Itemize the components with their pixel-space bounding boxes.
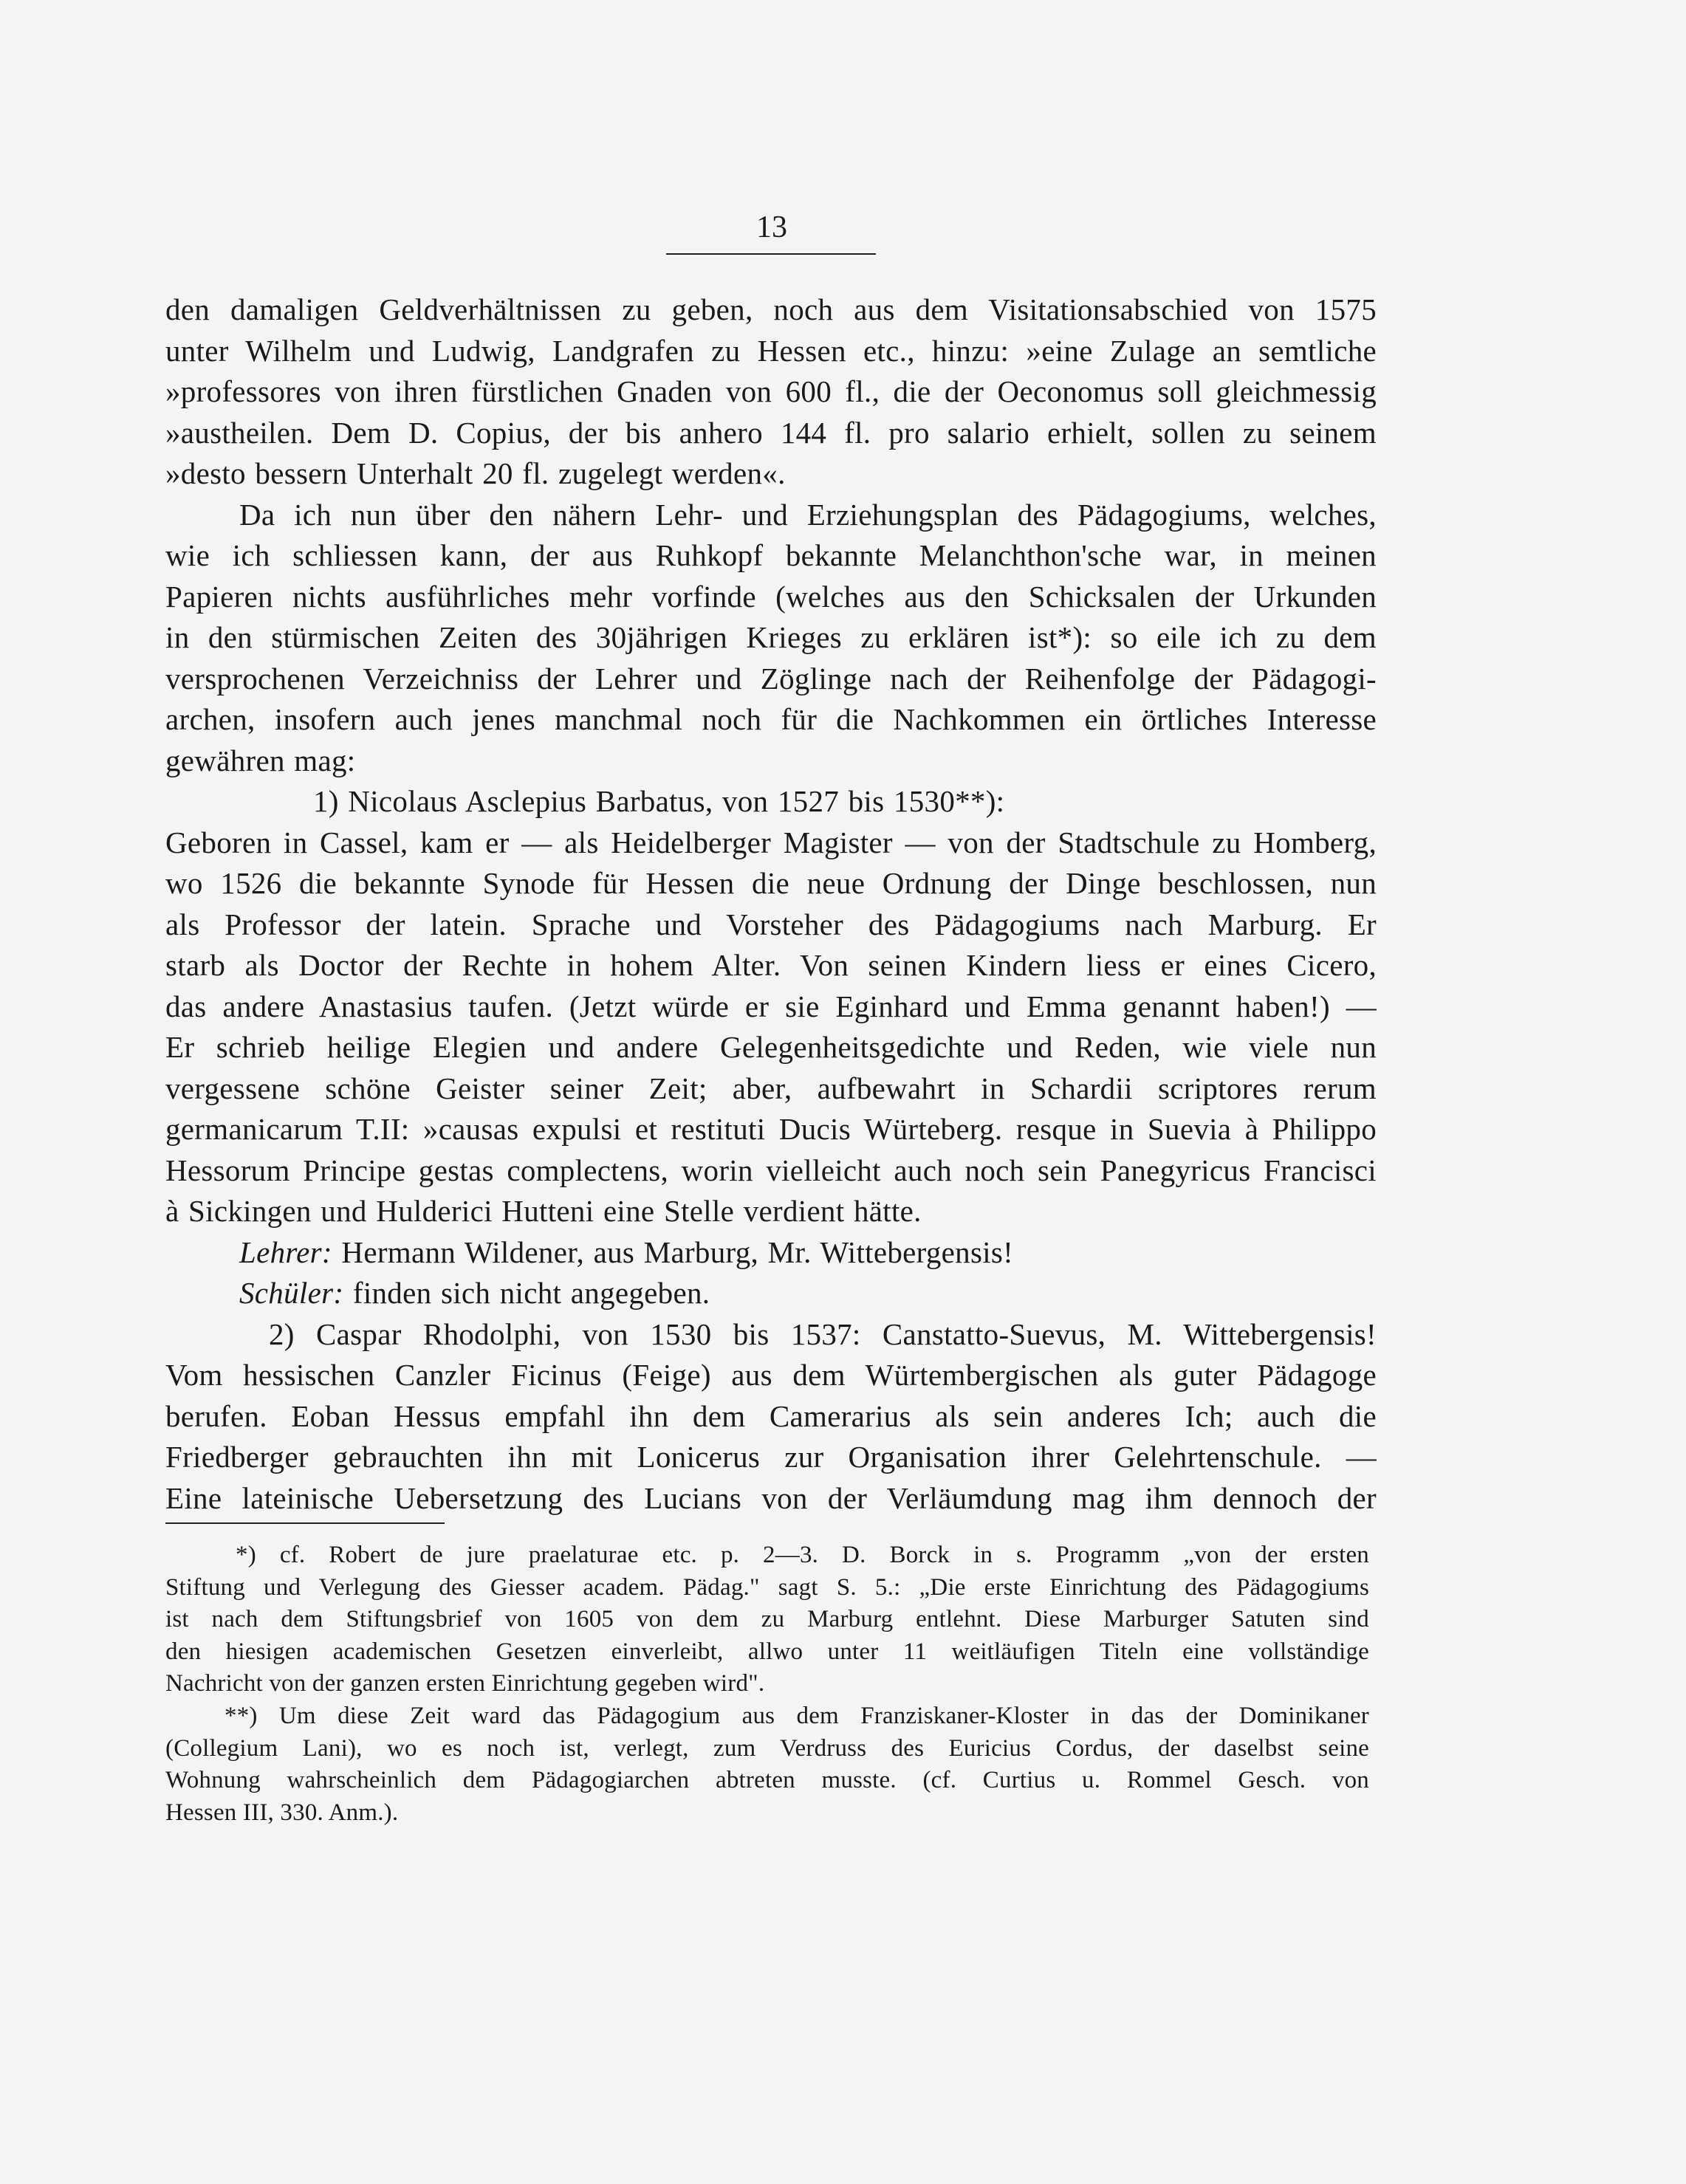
page-number: 13 [756, 210, 787, 244]
footnote-line: Nachricht von der ganzen ersten Einrichtung gegeben wird". [165, 1670, 765, 1697]
section-heading: 1) Nicolaus Asclepius Barbatus, von 1527 bis 1530**): [313, 784, 1005, 818]
text-line: das andere Anastasius taufen. (Jetzt würde er sie Eginhard und Emma genannt haben!) — [165, 989, 1377, 1023]
lehrer-line [165, 1232, 1377, 1274]
text-line: »professores von ihren fürstlichen Gnaden von 600 fl., die der Oeconomus soll gleichmessig [165, 374, 1377, 408]
text-line: Hessorum Principe gestas complectens, worin vielleicht auch noch sein Panegyricus Francisci [165, 1153, 1377, 1187]
text-line: »desto bessern Unterhalt 20 fl. zugelegt werden«. [165, 456, 786, 490]
text-line: in den stürmischen Zeiten des 30jährigen Krieges zu erklären ist*): so eile ich zu dem [165, 620, 1377, 654]
footnote-line: den hiesigen academischen Gesetzen einverleibt, allwo unter 11 weitläufigen Titeln eine vollständige [165, 1638, 1369, 1665]
text-line: starb als Doctor der Rechte in hohem Alter. Von seinen Kindern liess er eines Cicero, [165, 948, 1377, 982]
footnote-line: (Collegium Lani), wo es noch ist, verlegt, zum Verdruss des Euricius Cordus, der daselbst seine [165, 1734, 1369, 1762]
text-line: als Professor der latein. Sprache und Vorsteher des Pädagogiums nach Marburg. Er [165, 907, 1377, 941]
lehrer-text: Hermann Wildener, aus Marburg, Mr. Wittebergensis! [341, 1234, 1014, 1269]
footnote-line: ist nach dem Stiftungsbrief von 1605 von dem zu Marburg entlehnt. Diese Marburger Satuten sind [165, 1606, 1369, 1633]
text-line: versprochenen Verzeichniss der Lehrer und Zöglinge nach der Reihenfolge der Pädagogi- [165, 661, 1377, 696]
text-line: à Sickingen und Hulderici Hutteni eine Stelle verdient hätte. [165, 1194, 922, 1228]
text-line: Da ich nun über den nähern Lehr- und Erziehungsplan des Pädagogiums, welches, [239, 497, 1377, 532]
section-heading: 2) Caspar Rhodolphi, von 1530 bis 1537: Canstatto-Suevus, M. Wittebergensis! [269, 1316, 1377, 1351]
text-line: berufen. Eoban Hessus empfahl ihn dem Camerarius als sein anderes Ich; auch die [165, 1398, 1377, 1433]
text-line: wo 1526 die bekannte Synode für Hessen die neue Ordnung der Dinge beschlossen, nun [165, 866, 1377, 900]
text-line: Friedberger gebrauchten ihn mit Lonicerus zur Organisation ihrer Gelehrtenschule. — [165, 1440, 1377, 1474]
text-line: Vom hessischen Canzler Ficinus (Feige) aus dem Würtembergischen als guter Pädagoge [165, 1358, 1377, 1392]
footnote-line: Wohnung wahrscheinlich dem Pädagogiarchen abtreten musste. (cf. Curtius u. Rommel Gesch. von [165, 1767, 1369, 1794]
header-rule [666, 253, 876, 255]
text-line: Geboren in Cassel, kam er — als Heidelberger Magister — von der Stadtschule zu Homberg, [165, 825, 1377, 859]
text-line: wie ich schliessen kann, der aus Ruhkopf bekannte Melanchthon'sche war, in meinen [165, 538, 1377, 572]
text-line: archen, insofern auch jenes manchmal noch für die Nachkommen ein örtliches Interesse [165, 702, 1377, 736]
text-line: Papieren nichts ausführliches mehr vorfinde (welches aus den Schicksalen der Urkunden [165, 579, 1377, 614]
text-line: Eine lateinische Uebersetzung des Lucians von der Verläumdung mag ihm dennoch der [165, 1480, 1377, 1515]
text-line: Er schrieb heilige Elegien und andere Gelegenheitsgedichte und Reden, wie viele nun [165, 1030, 1377, 1064]
text-line: unter Wilhelm und Ludwig, Landgrafen zu Hessen etc., hinzu: »eine Zulage an semtliche [165, 333, 1377, 368]
lehrer-label: Lehrer: [239, 1234, 332, 1269]
schueler-text: finden sich nicht angegeben. [352, 1276, 710, 1310]
footnote-rule [165, 1522, 445, 1524]
text-line: germanicarum T.II: »causas expulsi et restituti Ducis Würteberg. resque in Suevia à Philippo [165, 1112, 1377, 1146]
footnotes [165, 1539, 1369, 1829]
text-line: den damaligen Geldverhältnissen zu geben, noch aus dem Visitationsabschied von 1575 [165, 292, 1377, 326]
footnote-line: Hessen III, 330. Anm.). [165, 1799, 399, 1826]
text-line: vergessene schöne Geister seiner Zeit; aber, aufbewahrt in Schardii scriptores rerum [165, 1071, 1377, 1105]
text-line: »austheilen. Dem D. Copius, der bis anhero 144 fl. pro salario erhielt, sollen zu seinem [165, 415, 1377, 450]
text-line: gewähren mag: [165, 743, 356, 777]
schueler-label: Schüler: [239, 1276, 344, 1310]
schueler-line [165, 1273, 1377, 1314]
footnote-line: Stiftung und Verlegung des Giesser academ. Pädag." sagt S. 5.: „Die erste Einrichtung des Pädagogiums [165, 1573, 1369, 1601]
footnote-line: *) cf. Robert de jure praelaturae etc. p. 2—3. D. Borck in s. Programm „von der ersten [236, 1542, 1369, 1568]
footnote-line: **) Um diese Zeit ward das Pädagogium aus dem Franziskaner-Kloster in das der Dominikaner [225, 1702, 1369, 1729]
main-text [165, 289, 1377, 1519]
